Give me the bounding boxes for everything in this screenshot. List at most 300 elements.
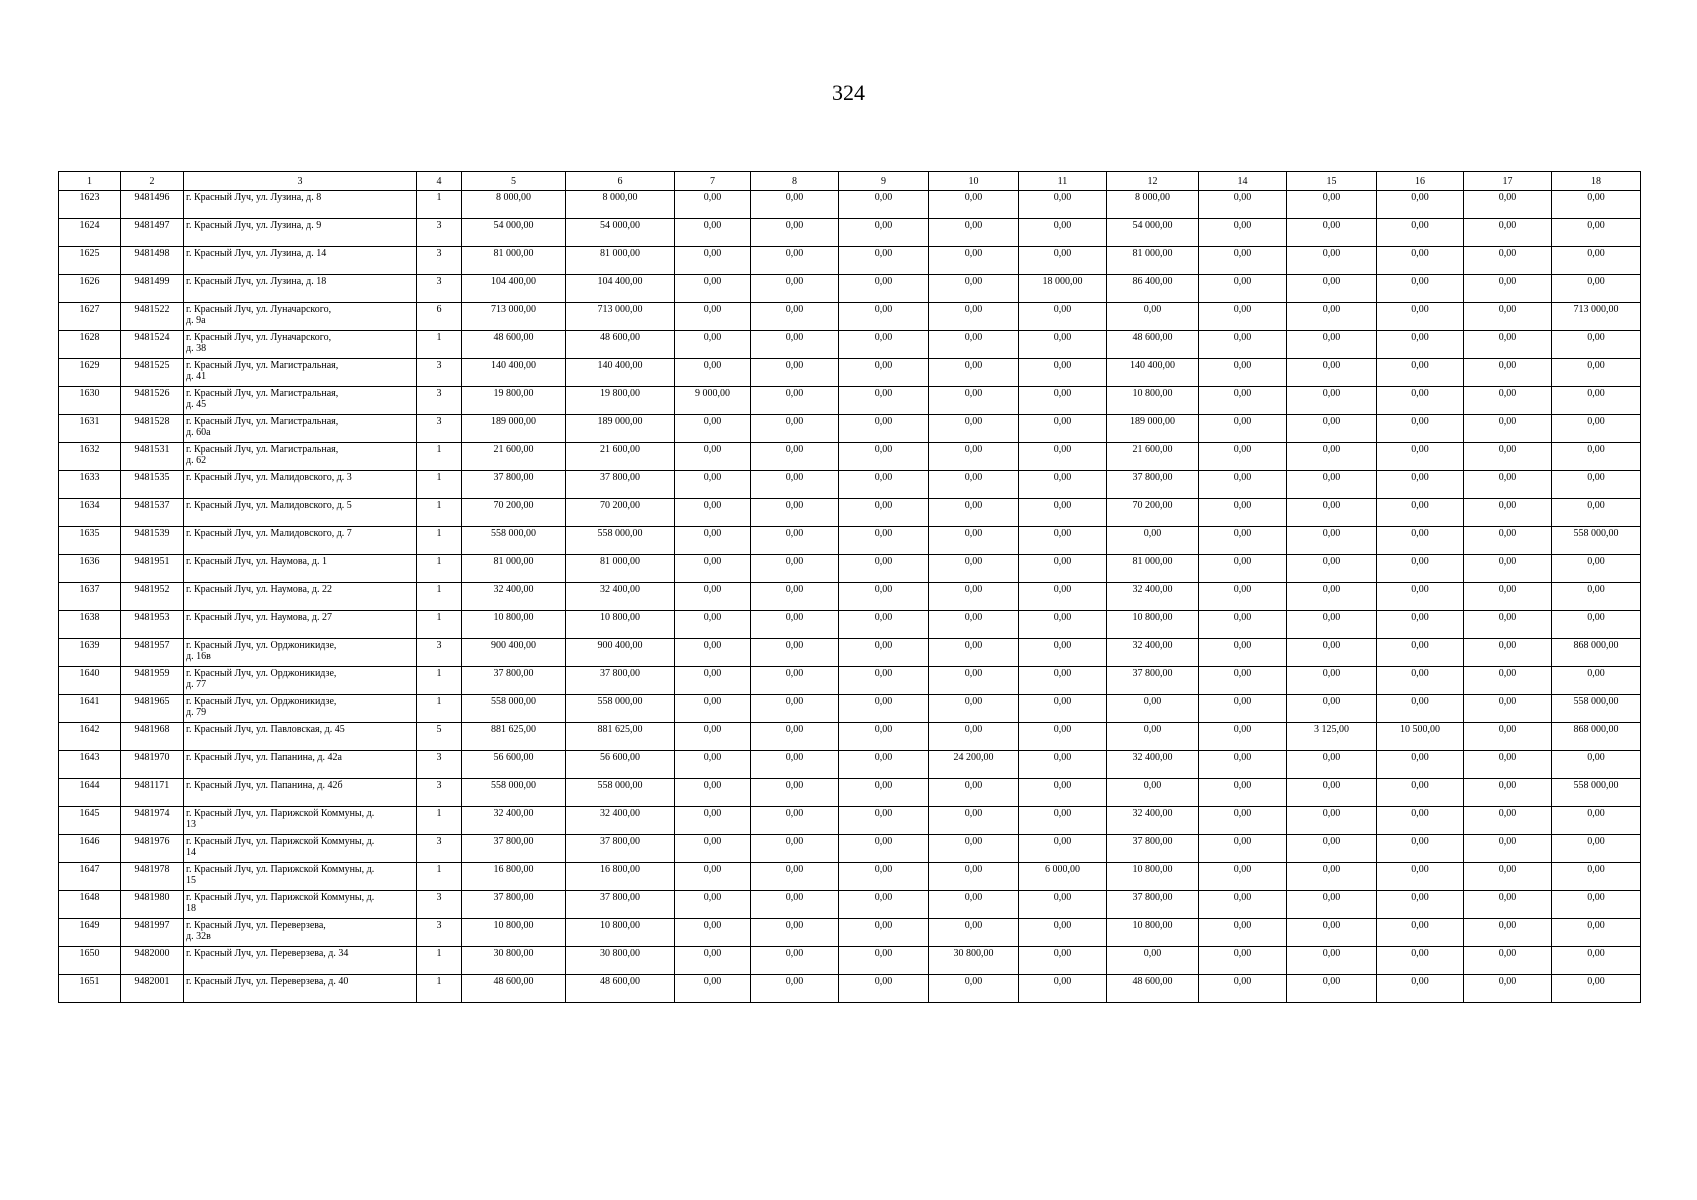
table-cell: 1645	[59, 807, 121, 835]
table-cell: 9481539	[121, 527, 184, 555]
table-cell: 32 400,00	[462, 583, 566, 611]
table-cell: 0,00	[1464, 667, 1552, 695]
table-cell: 0,00	[839, 275, 929, 303]
table-cell: 0,00	[1287, 975, 1377, 1003]
table-cell: 6 000,00	[1019, 863, 1107, 891]
table-cell: 1	[417, 331, 462, 359]
table-cell: 868 000,00	[1552, 723, 1641, 751]
table-cell: 0,00	[1287, 667, 1377, 695]
address-cell: г. Красный Луч, ул. Малидовского, д. 3	[184, 471, 417, 499]
table-cell: 54 000,00	[566, 219, 675, 247]
table-cell: 0,00	[1287, 387, 1377, 415]
table-cell: 0,00	[1377, 919, 1464, 947]
table-cell: 0,00	[1287, 303, 1377, 331]
table-cell: 0,00	[1377, 695, 1464, 723]
table-cell: 0,00	[1287, 807, 1377, 835]
table-cell: 0,00	[1019, 975, 1107, 1003]
table-cell: 0,00	[839, 415, 929, 443]
table-cell: 0,00	[1019, 219, 1107, 247]
table-cell: 30 800,00	[929, 947, 1019, 975]
table-cell: 0,00	[929, 639, 1019, 667]
table-cell: 0,00	[1019, 247, 1107, 275]
address-cell: г. Красный Луч, ул. Магистральная, д. 41	[184, 359, 417, 387]
table-cell: 32 400,00	[1107, 583, 1199, 611]
table-cell: 70 200,00	[462, 499, 566, 527]
table-cell: 0,00	[839, 555, 929, 583]
table-cell: 0,00	[1199, 975, 1287, 1003]
table-cell: 0,00	[929, 807, 1019, 835]
table-cell: 54 000,00	[1107, 219, 1199, 247]
table-cell: 0,00	[1464, 891, 1552, 919]
table-cell: 81 000,00	[462, 247, 566, 275]
table-cell: 0,00	[1377, 387, 1464, 415]
table-cell: 0,00	[839, 387, 929, 415]
table-cell: 0,00	[839, 835, 929, 863]
table-cell: 32 400,00	[1107, 751, 1199, 779]
table-cell: 0,00	[1019, 947, 1107, 975]
table-cell: 0,00	[1377, 667, 1464, 695]
table-cell: 0,00	[1287, 947, 1377, 975]
table-cell: 0,00	[675, 583, 751, 611]
table-cell: 9 000,00	[675, 387, 751, 415]
table-cell: 189 000,00	[462, 415, 566, 443]
table-cell: 32 400,00	[462, 807, 566, 835]
table-cell: 1632	[59, 443, 121, 471]
table-cell: 0,00	[839, 471, 929, 499]
address-cell: г. Красный Луч, ул. Наумова, д. 27	[184, 611, 417, 639]
table-cell: 0,00	[1552, 975, 1641, 1003]
table-cell: 0,00	[675, 555, 751, 583]
table-cell: 0,00	[929, 527, 1019, 555]
table-cell: 5	[417, 723, 462, 751]
table-cell: 0,00	[1019, 303, 1107, 331]
table-cell: 558 000,00	[566, 527, 675, 555]
table-cell: 0,00	[1464, 639, 1552, 667]
table-cell: 56 600,00	[566, 751, 675, 779]
table-cell: 0,00	[929, 835, 1019, 863]
table-cell: 10 800,00	[1107, 863, 1199, 891]
table-cell: 0,00	[1464, 919, 1552, 947]
address-cell: г. Красный Луч, ул. Парижской Коммуны, д. 15	[184, 863, 417, 891]
table-cell: 9481980	[121, 891, 184, 919]
table-cell: 0,00	[839, 247, 929, 275]
table-cell: 48 600,00	[1107, 331, 1199, 359]
table-cell: 0,00	[1107, 303, 1199, 331]
header-row	[59, 172, 1641, 191]
table-cell: 0,00	[751, 611, 839, 639]
table-row	[59, 751, 1641, 779]
table-cell: 9481997	[121, 919, 184, 947]
table-cell: 9481970	[121, 751, 184, 779]
table-cell: 9481537	[121, 499, 184, 527]
table-cell: 0,00	[1199, 695, 1287, 723]
table-cell: 1	[417, 695, 462, 723]
table-cell: 0,00	[1464, 331, 1552, 359]
table-cell: 0,00	[675, 359, 751, 387]
table-cell: 8 000,00	[462, 191, 566, 219]
table-cell: 9481968	[121, 723, 184, 751]
table-cell: 0,00	[1107, 779, 1199, 807]
table-cell: 0,00	[1464, 275, 1552, 303]
table-cell: 0,00	[1287, 247, 1377, 275]
table-cell: 0,00	[929, 863, 1019, 891]
table-cell: 0,00	[929, 275, 1019, 303]
column-header: 18	[1552, 172, 1641, 191]
table-cell: 0,00	[751, 555, 839, 583]
table-cell: 0,00	[839, 807, 929, 835]
table-cell: 189 000,00	[1107, 415, 1199, 443]
table-cell: 0,00	[1019, 891, 1107, 919]
address-cell: г. Красный Луч, ул. Луначарского, д. 38	[184, 331, 417, 359]
table-cell: 10 800,00	[462, 919, 566, 947]
table-cell: 19 800,00	[566, 387, 675, 415]
table-cell: 19 800,00	[462, 387, 566, 415]
table-cell: 0,00	[1019, 471, 1107, 499]
table-row	[59, 331, 1641, 359]
table-cell: 0,00	[1552, 415, 1641, 443]
table-cell: 0,00	[1377, 359, 1464, 387]
table-cell: 0,00	[929, 723, 1019, 751]
table-cell: 56 600,00	[462, 751, 566, 779]
table-cell: 1633	[59, 471, 121, 499]
table-cell: 10 500,00	[1377, 723, 1464, 751]
column-header: 14	[1199, 172, 1287, 191]
table-cell: 0,00	[1464, 695, 1552, 723]
table-cell: 0,00	[1199, 611, 1287, 639]
table-cell: 0,00	[675, 779, 751, 807]
table-row	[59, 555, 1641, 583]
table-cell: 0,00	[1199, 751, 1287, 779]
table-cell: 1	[417, 863, 462, 891]
table-cell: 0,00	[1552, 555, 1641, 583]
table-cell: 0,00	[1019, 611, 1107, 639]
table-cell: 0,00	[1019, 331, 1107, 359]
address-cell: г. Красный Луч, ул. Орджоникидзе, д. 16в	[184, 639, 417, 667]
table-row	[59, 807, 1641, 835]
table-cell: 1627	[59, 303, 121, 331]
table-cell: 0,00	[1552, 751, 1641, 779]
table-cell: 0,00	[751, 191, 839, 219]
table-cell: 9481531	[121, 443, 184, 471]
address-cell: г. Красный Луч, ул. Парижской Коммуны, д. 18	[184, 891, 417, 919]
table-cell: 0,00	[1552, 471, 1641, 499]
table-cell: 10 800,00	[1107, 919, 1199, 947]
table-cell: 0,00	[1552, 191, 1641, 219]
table-cell: 9481957	[121, 639, 184, 667]
table-cell: 0,00	[1377, 947, 1464, 975]
table-row	[59, 359, 1641, 387]
address-cell: г. Красный Луч, ул. Магистральная, д. 45	[184, 387, 417, 415]
table-cell: 3	[417, 387, 462, 415]
address-cell: г. Красный Луч, ул. Папанина, д. 42а	[184, 751, 417, 779]
table-cell: 0,00	[751, 527, 839, 555]
table-cell: 1630	[59, 387, 121, 415]
table-cell: 0,00	[1552, 359, 1641, 387]
table-cell: 1	[417, 191, 462, 219]
address-cell: г. Красный Луч, ул. Лузина, д. 14	[184, 247, 417, 275]
table-cell: 0,00	[1464, 303, 1552, 331]
table-cell: 0,00	[1464, 415, 1552, 443]
table-cell: 0,00	[751, 779, 839, 807]
table-cell: 3	[417, 779, 462, 807]
address-cell: г. Красный Луч, ул. Малидовского, д. 7	[184, 527, 417, 555]
table-cell: 0,00	[1464, 387, 1552, 415]
table-cell: 1628	[59, 331, 121, 359]
table-cell: 0,00	[929, 499, 1019, 527]
table-cell: 104 400,00	[462, 275, 566, 303]
table-row	[59, 611, 1641, 639]
table-cell: 1644	[59, 779, 121, 807]
table-cell: 70 200,00	[566, 499, 675, 527]
column-header: 15	[1287, 172, 1377, 191]
table-cell: 558 000,00	[1552, 527, 1641, 555]
table-cell: 0,00	[675, 919, 751, 947]
table-cell: 8 000,00	[1107, 191, 1199, 219]
table-cell: 0,00	[675, 947, 751, 975]
table-cell: 0,00	[929, 219, 1019, 247]
address-cell: г. Красный Луч, ул. Парижской Коммуны, д. 13	[184, 807, 417, 835]
table-cell: 1647	[59, 863, 121, 891]
table-cell: 0,00	[675, 807, 751, 835]
table-cell: 0,00	[1199, 303, 1287, 331]
table-cell: 0,00	[675, 751, 751, 779]
table-cell: 3 125,00	[1287, 723, 1377, 751]
table-cell: 558 000,00	[1552, 695, 1641, 723]
table-cell: 0,00	[751, 695, 839, 723]
table-cell: 0,00	[1377, 779, 1464, 807]
table-cell: 0,00	[751, 947, 839, 975]
table-cell: 0,00	[751, 723, 839, 751]
table-cell: 48 600,00	[462, 331, 566, 359]
address-cell: г. Красный Луч, ул. Переверзева, д. 34	[184, 947, 417, 975]
table-cell: 0,00	[1287, 835, 1377, 863]
table-cell: 0,00	[1019, 527, 1107, 555]
table-cell: 558 000,00	[1552, 779, 1641, 807]
table-cell: 9481976	[121, 835, 184, 863]
table-cell: 0,00	[1377, 303, 1464, 331]
table-cell: 9481952	[121, 583, 184, 611]
table-cell: 0,00	[1019, 639, 1107, 667]
column-header: 5	[462, 172, 566, 191]
table-cell: 0,00	[929, 891, 1019, 919]
table-cell: 881 625,00	[566, 723, 675, 751]
table-cell: 0,00	[1287, 751, 1377, 779]
table-cell: 16 800,00	[462, 863, 566, 891]
table-cell: 0,00	[1199, 415, 1287, 443]
table-cell: 0,00	[1199, 247, 1287, 275]
table-cell: 0,00	[1019, 191, 1107, 219]
table-cell: 0,00	[1464, 723, 1552, 751]
table-cell: 3	[417, 219, 462, 247]
page-number: 324	[832, 80, 865, 105]
column-header: 2	[121, 172, 184, 191]
table-cell: 0,00	[675, 415, 751, 443]
table-cell: 1	[417, 807, 462, 835]
table-cell: 0,00	[1019, 499, 1107, 527]
table-cell: 0,00	[1019, 415, 1107, 443]
table-cell: 0,00	[675, 611, 751, 639]
table-cell: 37 800,00	[566, 835, 675, 863]
table-cell: 0,00	[1199, 807, 1287, 835]
table-cell: 0,00	[675, 527, 751, 555]
table-cell: 1639	[59, 639, 121, 667]
table-cell: 0,00	[675, 443, 751, 471]
table-cell: 0,00	[1377, 527, 1464, 555]
column-header: 10	[929, 172, 1019, 191]
table-cell: 1641	[59, 695, 121, 723]
table-cell: 0,00	[675, 303, 751, 331]
table-cell: 18 000,00	[1019, 275, 1107, 303]
table-cell: 0,00	[1199, 499, 1287, 527]
table-cell: 0,00	[675, 835, 751, 863]
table-cell: 0,00	[751, 331, 839, 359]
table-cell: 0,00	[1287, 555, 1377, 583]
table-cell: 0,00	[1552, 275, 1641, 303]
address-cell: г. Красный Луч, ул. Орджоникидзе, д. 79	[184, 695, 417, 723]
address-cell: г. Красный Луч, ул. Лузина, д. 18	[184, 275, 417, 303]
table-cell: 1	[417, 555, 462, 583]
table-cell: 0,00	[1287, 639, 1377, 667]
table-cell: 0,00	[1019, 807, 1107, 835]
table-cell: 0,00	[929, 555, 1019, 583]
table-cell: 0,00	[1377, 247, 1464, 275]
table-cell: 0,00	[1287, 891, 1377, 919]
table-cell: 21 600,00	[566, 443, 675, 471]
table-row	[59, 583, 1641, 611]
table-row	[59, 891, 1641, 919]
table-cell: 0,00	[751, 835, 839, 863]
table-cell: 48 600,00	[566, 331, 675, 359]
table-cell: 3	[417, 919, 462, 947]
table-cell: 0,00	[929, 191, 1019, 219]
table-cell: 1631	[59, 415, 121, 443]
table-cell: 0,00	[1199, 919, 1287, 947]
table-cell: 0,00	[1377, 891, 1464, 919]
table-cell: 37 800,00	[566, 891, 675, 919]
table-cell: 37 800,00	[462, 667, 566, 695]
table-cell: 0,00	[1377, 639, 1464, 667]
table-cell: 9481526	[121, 387, 184, 415]
table-cell: 10 800,00	[1107, 387, 1199, 415]
table-cell: 0,00	[1377, 611, 1464, 639]
table-cell: 9481965	[121, 695, 184, 723]
table-cell: 0,00	[839, 499, 929, 527]
table-cell: 0,00	[1019, 695, 1107, 723]
table-cell: 0,00	[1287, 471, 1377, 499]
table-cell: 1629	[59, 359, 121, 387]
table-cell: 0,00	[675, 891, 751, 919]
address-cell: г. Красный Луч, ул. Малидовского, д. 5	[184, 499, 417, 527]
table-cell: 0,00	[839, 219, 929, 247]
table-cell: 81 000,00	[566, 247, 675, 275]
table-cell: 0,00	[1107, 947, 1199, 975]
table-cell: 0,00	[1464, 583, 1552, 611]
table-cell: 1	[417, 499, 462, 527]
table-row	[59, 667, 1641, 695]
table-cell: 558 000,00	[566, 695, 675, 723]
table-cell: 0,00	[1552, 611, 1641, 639]
table-cell: 0,00	[1464, 779, 1552, 807]
table-cell: 0,00	[839, 863, 929, 891]
table-cell: 0,00	[1464, 499, 1552, 527]
table-cell: 9481171	[121, 779, 184, 807]
table-cell: 558 000,00	[566, 779, 675, 807]
table-cell: 558 000,00	[462, 527, 566, 555]
table-cell: 0,00	[1199, 527, 1287, 555]
table-cell: 16 800,00	[566, 863, 675, 891]
table-cell: 0,00	[1464, 947, 1552, 975]
table-cell: 0,00	[929, 695, 1019, 723]
table-cell: 189 000,00	[566, 415, 675, 443]
table-cell: 1651	[59, 975, 121, 1003]
address-cell: г. Красный Луч, ул. Павловская, д. 45	[184, 723, 417, 751]
table-row	[59, 247, 1641, 275]
table-cell: 10 800,00	[462, 611, 566, 639]
address-cell: г. Красный Луч, ул. Лузина, д. 9	[184, 219, 417, 247]
table-cell: 0,00	[929, 667, 1019, 695]
table-cell: 0,00	[675, 247, 751, 275]
table-cell: 0,00	[1287, 275, 1377, 303]
table-cell: 0,00	[1107, 695, 1199, 723]
table-cell: 0,00	[751, 919, 839, 947]
table-cell: 713 000,00	[1552, 303, 1641, 331]
table-cell: 24 200,00	[929, 751, 1019, 779]
table-cell: 0,00	[751, 247, 839, 275]
table-cell: 0,00	[751, 583, 839, 611]
address-cell: г. Красный Луч, ул. Парижской Коммуны, д. 14	[184, 835, 417, 863]
table-cell: 0,00	[1019, 779, 1107, 807]
table-cell: 1642	[59, 723, 121, 751]
table-cell: 81 000,00	[462, 555, 566, 583]
table-cell: 0,00	[751, 975, 839, 1003]
table-cell: 10 800,00	[566, 611, 675, 639]
table-cell: 0,00	[675, 667, 751, 695]
table-cell: 0,00	[675, 975, 751, 1003]
table-cell: 9481499	[121, 275, 184, 303]
table-cell: 0,00	[1552, 947, 1641, 975]
table-cell: 0,00	[751, 863, 839, 891]
table-cell: 0,00	[929, 331, 1019, 359]
table-cell: 0,00	[1199, 947, 1287, 975]
table-cell: 0,00	[751, 219, 839, 247]
table-cell: 0,00	[675, 191, 751, 219]
table-cell: 21 600,00	[462, 443, 566, 471]
table-cell: 0,00	[1377, 191, 1464, 219]
table-cell: 0,00	[839, 975, 929, 1003]
table-cell: 9481951	[121, 555, 184, 583]
table-cell: 37 800,00	[1107, 891, 1199, 919]
table-cell: 48 600,00	[566, 975, 675, 1003]
table-cell: 37 800,00	[566, 471, 675, 499]
table-cell: 86 400,00	[1107, 275, 1199, 303]
table-cell: 0,00	[1287, 415, 1377, 443]
table-cell: 0,00	[1199, 219, 1287, 247]
table-cell: 0,00	[1019, 443, 1107, 471]
table-cell: 0,00	[751, 275, 839, 303]
table-cell: 48 600,00	[462, 975, 566, 1003]
table-cell: 6	[417, 303, 462, 331]
table-cell: 0,00	[1199, 387, 1287, 415]
table-cell: 1640	[59, 667, 121, 695]
table-cell: 0,00	[1552, 891, 1641, 919]
table-cell: 0,00	[1019, 667, 1107, 695]
table-cell: 0,00	[1019, 751, 1107, 779]
table-cell: 1	[417, 611, 462, 639]
table-cell: 0,00	[1019, 359, 1107, 387]
table-cell: 0,00	[1377, 499, 1464, 527]
table-cell: 9481959	[121, 667, 184, 695]
table-row	[59, 835, 1641, 863]
